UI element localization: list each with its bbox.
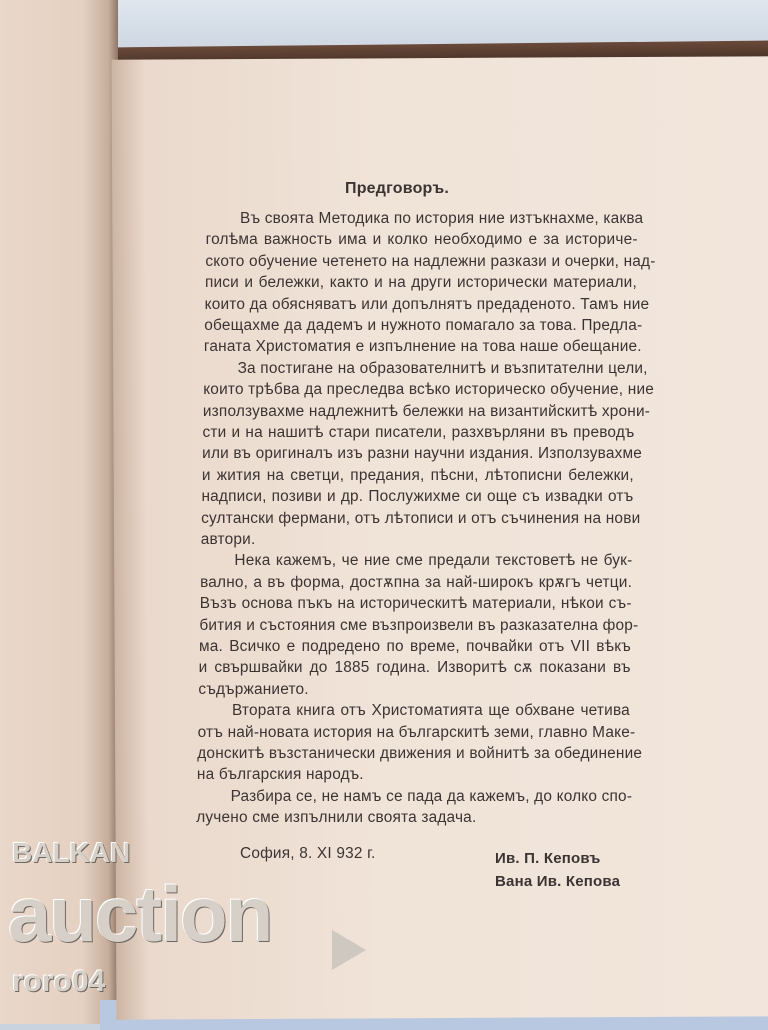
text-line: които да обясняватъ или допълнятъ предаденото. Тамъ ние [204, 295, 650, 313]
signature-1: Ив. П. Кеповъ [495, 850, 601, 867]
text-line: писи и бележки, както и на други исторически материали, [204, 274, 637, 292]
watermark-auction: auction [8, 870, 272, 958]
text-line: ското обучение четенето на надлежни разкази и очерки, над- [205, 252, 656, 270]
text-line: Въ своята Методика по история ние изтъкнахме, каква [240, 210, 644, 227]
text-line: и жития на светци, предания, пѣсни, лѣтописни бележки, [201, 466, 634, 484]
text-line: съдържанието. [198, 680, 309, 698]
text-line: голѣма важность има и колко необходимо е за историче- [205, 231, 638, 249]
text-line: Разбира се, не намъ се пада да кажемъ, до колко спо- [230, 787, 633, 805]
text-line: ганата Христоматия е изпълнение на това наше обещание. [203, 338, 642, 356]
text-line: и свършвайки до 1885 година. Изворитѣ сѫ показани въ [198, 659, 631, 677]
text-line: донскитѣ възстанически движения и войнитѣ за обединение [197, 745, 643, 762]
watermark-play-icon [332, 930, 366, 970]
watermark-balkan: BALKAN [12, 837, 131, 868]
watermark-user: roro04 [12, 965, 106, 998]
text-line: отъ най-новата история на българскитѣ земи, главно Маке- [197, 723, 636, 741]
page-title: Предговоръ. [345, 180, 450, 197]
text-line: надписи, позиви и др. Послужихме си още съ извадки отъ [201, 488, 634, 506]
text-line: обещахме да дадемъ и нужното помагало за това. Предла- [204, 317, 643, 334]
date-line: София, 8. XI 932 г. [240, 845, 376, 862]
text-line: които трѣбва да преследва всѣко историческо обучение, ние [203, 381, 655, 399]
text-line: За постигане на образователнитѣ и възпитателни цели, [237, 359, 648, 377]
text-line: Втората книга отъ Христоматията ще обхване четива [231, 702, 630, 720]
text-line: вално, а въ форма, достѫпна за най-широкъ крѫгъ четци. [200, 573, 633, 591]
text-line: Нека кажемъ, че ние сме предали текстоветѣ не бук- [234, 552, 633, 570]
text-line: или въ оригиналъ изъ разни научни издания. Използувахме [202, 445, 643, 463]
text-line: използувахме надлежнитѣ бележки на византийскитѣ хрони- [202, 402, 651, 420]
text-line: султански фермани, отъ лѣтописи и отъ съчинения на нови [201, 509, 641, 527]
signature-2: Вана Ив. Кепова [495, 873, 621, 890]
text-line: ма. Всичко е подредено по време, почвайки отъ VII вѣкъ [199, 638, 631, 655]
text-line: автори. [200, 531, 256, 548]
text-line: лучено сме изпълнили своята задача. [196, 809, 477, 827]
text-line: на българския народъ. [196, 766, 364, 784]
text-line: сти и на нашитѣ стари писатели, разхвърляни въ преводъ [202, 424, 635, 441]
text-line: Възъ основа пъкъ на историческитѣ материали, нѣкои съ- [199, 595, 632, 613]
text-line: бития и състояния сме възпроизвели въ разказателна фор- [199, 616, 639, 634]
